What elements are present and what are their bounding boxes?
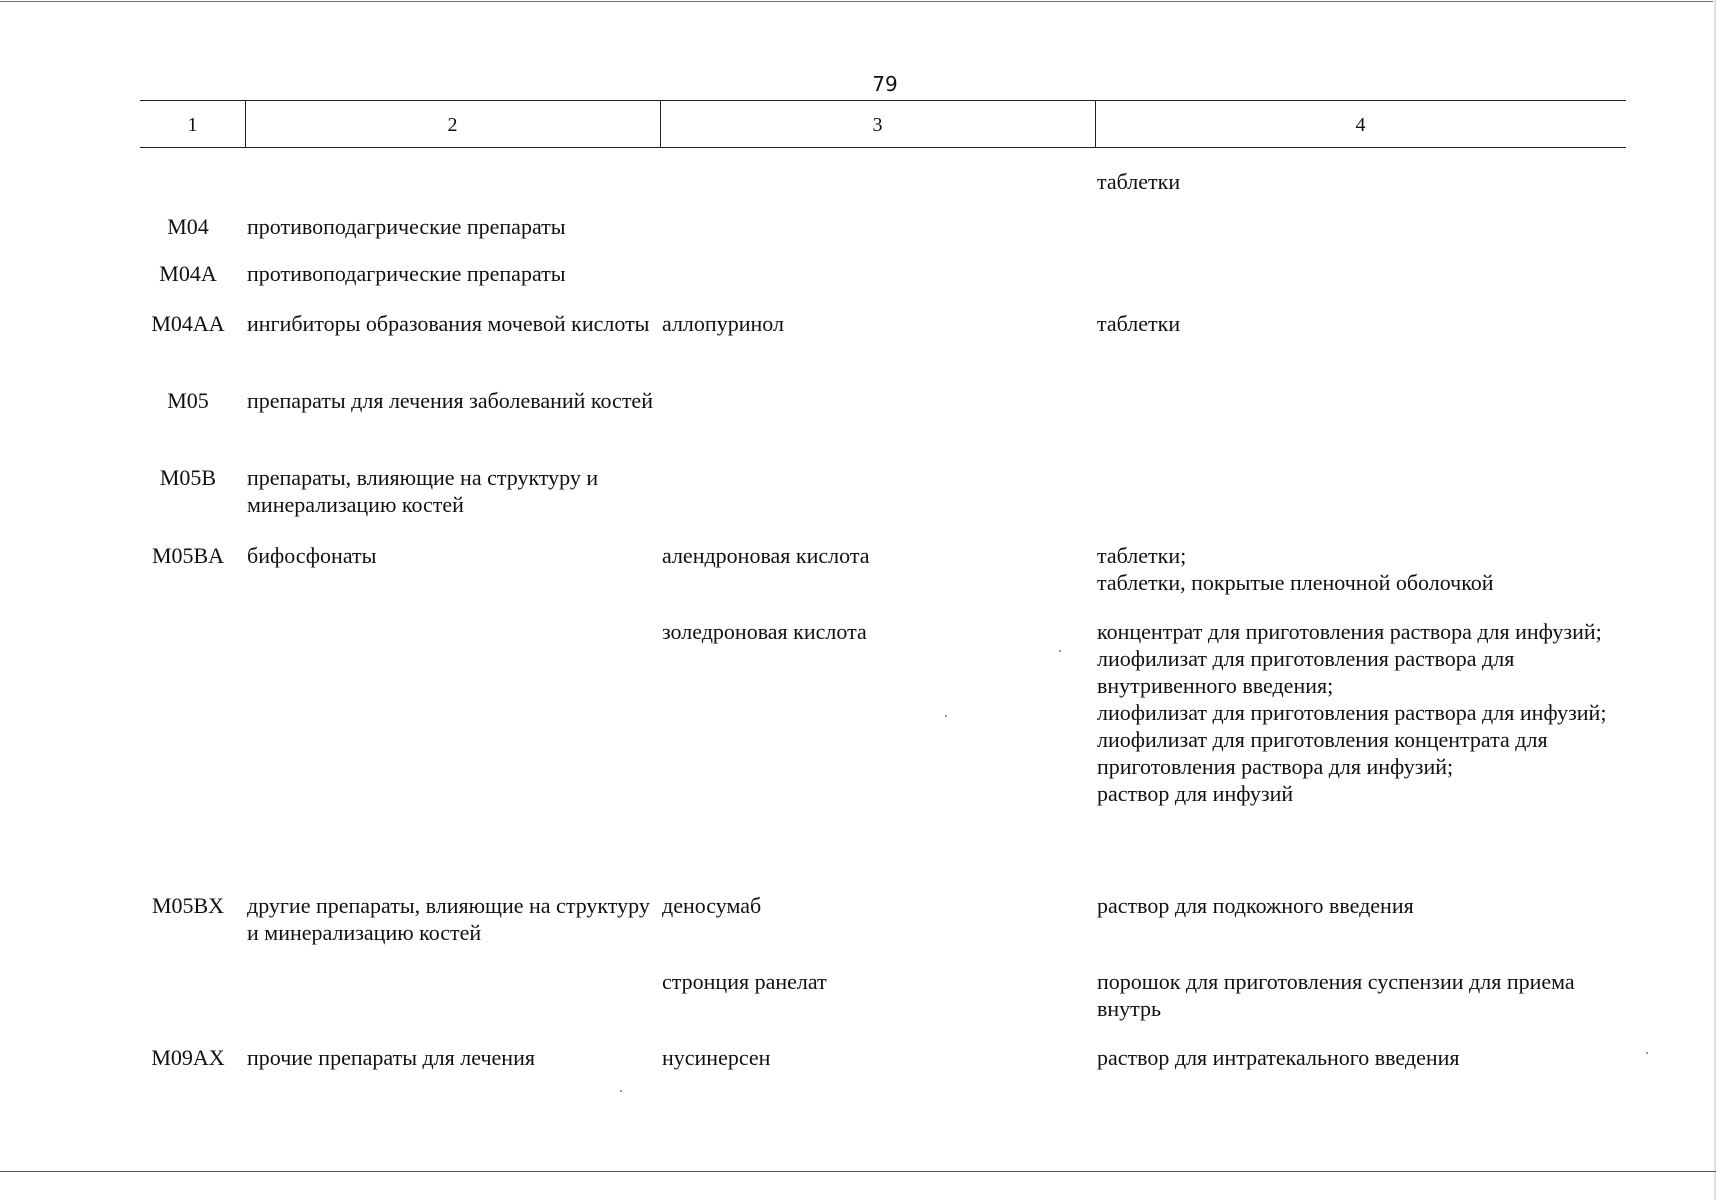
dosage-form: раствор для интратекального введения	[1097, 1045, 1460, 1070]
dosage-form: лиофилизат для приготовления раствора для инфузий;	[1097, 700, 1607, 725]
drug-name: стронция ранелат	[662, 969, 827, 994]
atc-code: M05BX	[151, 893, 225, 918]
header-col-4: 4	[1355, 114, 1366, 136]
atc-code: M04	[167, 214, 209, 239]
scan-speck	[1646, 1052, 1648, 1054]
scan-edge-top	[0, 1, 1716, 2]
drug-name: алендроновая кислота	[662, 543, 870, 568]
dosage-forms	[1097, 1044, 1637, 1071]
page-number: 79	[872, 72, 898, 96]
anatomical-therapeutic-group: ингибиторы образования мочевой кислоты	[247, 311, 650, 336]
anatomical-therapeutic-group: препараты для лечения заболеваний костей	[247, 388, 653, 413]
atc-code: M09AX	[151, 1045, 225, 1070]
atc-code: M05	[167, 388, 209, 413]
dosage-form: лиофилизат для приготовления раствора для внутривенного введения;	[1097, 646, 1515, 698]
header-top-rule	[140, 100, 1626, 101]
anatomical-therapeutic-group: бифосфонаты	[247, 543, 377, 568]
dosage-form: таблетки, покрытые пленочной оболочкой	[1097, 570, 1494, 595]
header-bottom-rule	[140, 147, 1626, 148]
anatomical-therapeutic-group: противоподагрические препараты	[247, 261, 566, 286]
dosage-forms	[1097, 542, 1637, 596]
dosage-form: таблетки	[1097, 169, 1181, 194]
scan-speck	[945, 715, 947, 717]
scan-edge-bottom	[0, 1171, 1716, 1172]
dosage-form: лиофилизат для приготовления концентрата для приготовления раствора для инфузий;	[1097, 727, 1548, 779]
dosage-forms	[1097, 310, 1637, 337]
drug-name: золедроновая кислота	[662, 619, 867, 644]
scan-speck	[620, 1090, 622, 1092]
dosage-form: таблетки	[1097, 311, 1181, 336]
header-col-2: 2	[447, 114, 458, 136]
drug-name: деносумаб	[662, 893, 762, 918]
atc-code: M05B	[159, 465, 217, 490]
dosage-form: концентрат для приготовления раствора для инфузий;	[1097, 619, 1602, 644]
dosage-form: раствор для инфузий	[1097, 781, 1294, 806]
anatomical-therapeutic-group: другие препараты, влияющие на структуру и минерализацию костей	[247, 893, 650, 945]
anatomical-therapeutic-group: препараты, влияющие на структуру и минерализацию костей	[247, 465, 599, 517]
drug-name: аллопуринол	[662, 311, 784, 336]
table-header	[140, 100, 1626, 148]
dosage-forms	[1097, 968, 1637, 1022]
atc-code: M04A	[159, 261, 217, 286]
atc-code: M05BA	[151, 543, 225, 568]
atc-code: M04AA	[151, 311, 225, 336]
dosage-forms	[1097, 168, 1637, 195]
dosage-form: порошок для приготовления суспензии для приема внутрь	[1097, 969, 1575, 1021]
scan-speck	[1059, 650, 1061, 652]
dosage-forms	[1097, 892, 1637, 919]
anatomical-therapeutic-group: противоподагрические препараты	[247, 214, 566, 239]
dosage-forms	[1097, 618, 1637, 807]
header-col-3: 3	[872, 114, 883, 136]
header-col-1: 1	[187, 114, 198, 136]
dosage-form: таблетки;	[1097, 543, 1187, 568]
drug-name: нусинерсен	[662, 1045, 771, 1070]
dosage-form: раствор для подкожного введения	[1097, 893, 1414, 918]
anatomical-therapeutic-group: прочие препараты для лечения	[247, 1045, 535, 1070]
